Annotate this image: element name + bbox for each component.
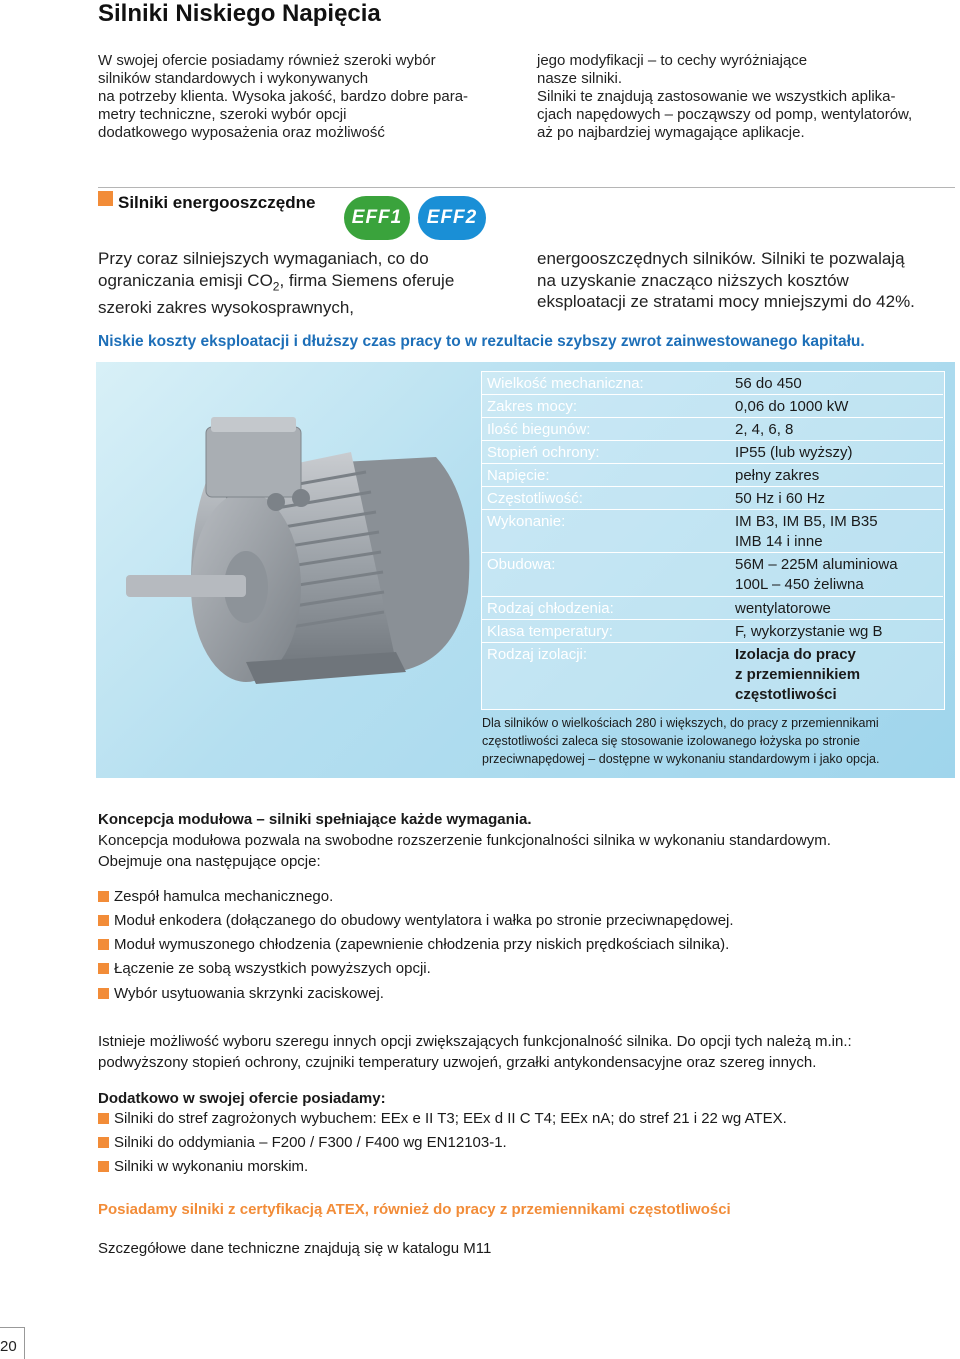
eff1-logo bbox=[344, 196, 410, 240]
spec-value: 0,06 do 1000 kW bbox=[735, 398, 849, 415]
list-item bbox=[98, 888, 333, 905]
spec-value: pełny zakres bbox=[735, 467, 820, 484]
other-options-line: Istnieje możliwość wyboru szeregu innych opcji zwiększających funkcjonalność silnika. Do opcji tych należą m.in.: bbox=[98, 1033, 852, 1050]
spec-value: 56M – 225M aluminiowa bbox=[735, 556, 898, 573]
spec-label: Zakres mocy: bbox=[487, 398, 578, 415]
list-item bbox=[98, 985, 384, 1002]
bullet-square bbox=[98, 988, 109, 999]
page-title: Silniki Niskiego Napięcia bbox=[98, 0, 381, 27]
bullet-square bbox=[98, 939, 109, 950]
spec-divider bbox=[481, 394, 943, 395]
page-corner-rule bbox=[0, 1327, 24, 1328]
eff2-logo-text: EFF2 bbox=[426, 207, 478, 228]
modular-heading: Koncepcja modułowa – silniki spełniające każde wymagania. bbox=[98, 811, 532, 828]
spec-value: częstotliwości bbox=[735, 686, 837, 703]
eff2-logo bbox=[418, 196, 486, 240]
spec-value: wentylatorowe bbox=[735, 600, 831, 617]
spec-label: Obudowa: bbox=[487, 556, 556, 573]
list-item-text: Łączenie ze sobą wszystkich powyższych opcji. bbox=[114, 960, 431, 977]
spec-label: Wykonanie: bbox=[487, 513, 566, 530]
spec-label: Rodzaj izolacji: bbox=[487, 646, 588, 663]
motor-shaft bbox=[126, 575, 246, 597]
spec-value: IP55 (lub wyższy) bbox=[735, 444, 853, 461]
intro-right-line: aż po najbardziej wymagające aplikacje. bbox=[537, 124, 805, 141]
spec-divider bbox=[481, 440, 943, 441]
energy-left-column bbox=[98, 248, 454, 319]
spec-note bbox=[482, 714, 879, 768]
spec-divider bbox=[481, 486, 943, 487]
intro-right-line: jego modyfikacji – to cechy wyróżniające bbox=[537, 52, 808, 69]
atex-highlight: Posiadamy silniki z certyfikacją ATEX, również do pracy z przemiennikami częstotliwości bbox=[98, 1201, 731, 1218]
spec-divider bbox=[481, 417, 943, 418]
bullet-square bbox=[98, 1113, 109, 1124]
co2-subscript: 2 bbox=[272, 278, 280, 293]
spec-note-line: przeciwnapędowej – dostępne w wykonaniu standardowym i jako opcja. bbox=[482, 752, 880, 766]
energy-left-line-co2 bbox=[98, 270, 454, 298]
section-bullet-square bbox=[98, 191, 113, 206]
intro-left-line: silników standardowych i wykonywanych bbox=[98, 70, 369, 87]
spec-label: Napięcie: bbox=[487, 467, 550, 484]
spec-value: 2, 4, 6, 8 bbox=[735, 421, 794, 438]
modular-section bbox=[98, 809, 831, 872]
spec-value: 50 Hz i 60 Hz bbox=[735, 490, 826, 507]
bullet-square bbox=[98, 891, 109, 902]
eff1-logo-text: EFF1 bbox=[351, 207, 403, 228]
spec-label: Ilość biegunów: bbox=[487, 421, 591, 438]
list-item-text: Silniki w wykonaniu morskim. bbox=[114, 1158, 309, 1175]
spec-note-line: Dla silników o wielkościach 280 i większych, do pracy z przemiennikami bbox=[482, 716, 879, 730]
list-item bbox=[98, 936, 729, 953]
other-options bbox=[98, 1031, 852, 1073]
spec-value: z przemiennikiem bbox=[735, 666, 861, 683]
spec-divider bbox=[481, 619, 943, 620]
spec-label: Wielkość mechaniczna: bbox=[487, 375, 644, 392]
list-item bbox=[98, 960, 431, 977]
list-item bbox=[98, 1158, 308, 1175]
spec-label: Rodzaj chłodzenia: bbox=[487, 600, 614, 617]
section-heading: Silniki energooszczędne bbox=[118, 193, 316, 212]
spec-divider bbox=[481, 552, 943, 553]
spec-value: IMB 14 i inne bbox=[735, 533, 823, 550]
section-divider bbox=[98, 187, 955, 188]
spec-label: Klasa temperatury: bbox=[487, 623, 613, 640]
catalog-reference: Szczegółowe dane techniczne znajdują się w katalogu M11 bbox=[98, 1240, 492, 1257]
additional-heading: Dodatkowo w swojej ofercie posiadamy: bbox=[98, 1090, 386, 1107]
other-options-line: podwyższony stopień ochrony, czujniki temperatury uzwojeń, grzałki antykondensacyjne oraz szereg innych. bbox=[98, 1054, 817, 1071]
spec-divider bbox=[481, 463, 943, 464]
energy-left-line: Przy coraz silniejszych wymaganiach, co do bbox=[98, 249, 429, 268]
list-item-text: Moduł wymuszonego chłodzenia (zapewnienie chłodzenia przy niskich prędkościach silnika). bbox=[114, 936, 730, 953]
list-item bbox=[98, 1134, 507, 1151]
energy-right-line: eksploatacji ze stratami mocy mniejszymi do 42%. bbox=[537, 292, 915, 311]
page-corner-rule bbox=[24, 1327, 25, 1359]
modular-line: Koncepcja modułowa pozwala na swobodne rozszerzenie funkcjonalności silnika w wykonaniu standardowym. bbox=[98, 832, 831, 849]
intro-right-column bbox=[537, 52, 912, 142]
energy-right-line: na uzyskanie znacząco niższych kosztów bbox=[537, 270, 849, 290]
spec-label: Stopień ochrony: bbox=[487, 444, 600, 461]
energy-left-line: szeroki zakres wysokosprawnych, bbox=[98, 298, 355, 318]
list-item-text: Silniki do stref zagrożonych wybuchem: EEx e II T3; EEx d II C T4; EEx nA; do stref 21 i 22 wg ATEX. bbox=[114, 1110, 787, 1127]
list-item-text: Wybór usytuowania skrzynki zaciskowej. bbox=[114, 985, 384, 1002]
intro-right-line: Silniki te znajdują zastosowanie we wszystkich aplika- bbox=[537, 88, 896, 105]
spec-value: 100L – 450 żeliwna bbox=[735, 576, 864, 593]
page-number: 20 bbox=[0, 1338, 17, 1355]
motor-terminal-box bbox=[206, 427, 301, 497]
intro-left-line: na potrzeby klienta. Wysoka jakość, bardzo dobre para- bbox=[98, 88, 469, 105]
spec-value: IM B3, IM B5, IM B35 bbox=[735, 513, 878, 530]
intro-left-line: W swojej ofercie posiadamy również szeroki wybór bbox=[98, 52, 436, 69]
intro-left-line: metry techniczne, szeroki wybór opcji bbox=[98, 106, 347, 123]
list-item bbox=[98, 1110, 787, 1127]
modular-line: Obejmuje ona następujące opcje: bbox=[98, 853, 321, 870]
intro-right-line: nasze silniki. bbox=[537, 70, 623, 87]
spec-divider bbox=[481, 596, 943, 597]
spec-divider bbox=[481, 642, 943, 643]
list-item bbox=[98, 912, 734, 929]
co2-tail: , firma Siemens oferuje bbox=[279, 270, 455, 290]
list-item-text: Zespół hamulca mechanicznego. bbox=[114, 888, 334, 905]
co2-text: ograniczania emisji CO bbox=[98, 270, 273, 290]
energy-right-line: energooszczędnych silników. Silniki te pozwalają bbox=[537, 249, 905, 268]
spec-value: Izolacja do pracy bbox=[735, 646, 856, 663]
bullet-square bbox=[98, 1137, 109, 1148]
cost-highlight: Niskie koszty eksploatacji i dłuższy czas pracy to w rezultacie szybszy zwrot zainwestowanego kapitału. bbox=[98, 333, 865, 350]
spec-value: 56 do 450 bbox=[735, 375, 802, 392]
bullet-square bbox=[98, 1161, 109, 1172]
bullet-square bbox=[98, 915, 109, 926]
list-item-text: Silniki do oddymiania – F200 / F300 / F400 wg EN12103-1. bbox=[114, 1134, 507, 1151]
bullet-square bbox=[98, 963, 109, 974]
spec-value: F, wykorzystanie wg B bbox=[735, 623, 883, 640]
intro-left-column bbox=[98, 52, 468, 142]
spec-note-line: częstotliwości zaleca się stosowanie izolowanego łożyska po stronie bbox=[482, 734, 860, 748]
intro-left-line: dodatkowego wyposażenia oraz możliwość bbox=[98, 124, 385, 141]
spec-divider bbox=[481, 509, 943, 510]
spec-label: Częstotliwość: bbox=[487, 490, 583, 507]
list-item-text: Moduł enkodera (dołączanego do obudowy wentylatora i wałka po stronie przeciwnapędowej. bbox=[114, 912, 734, 929]
intro-right-line: cjach napędowych – począwszy od pomp, wentylatorów, bbox=[537, 106, 913, 123]
energy-right-column bbox=[537, 248, 915, 313]
